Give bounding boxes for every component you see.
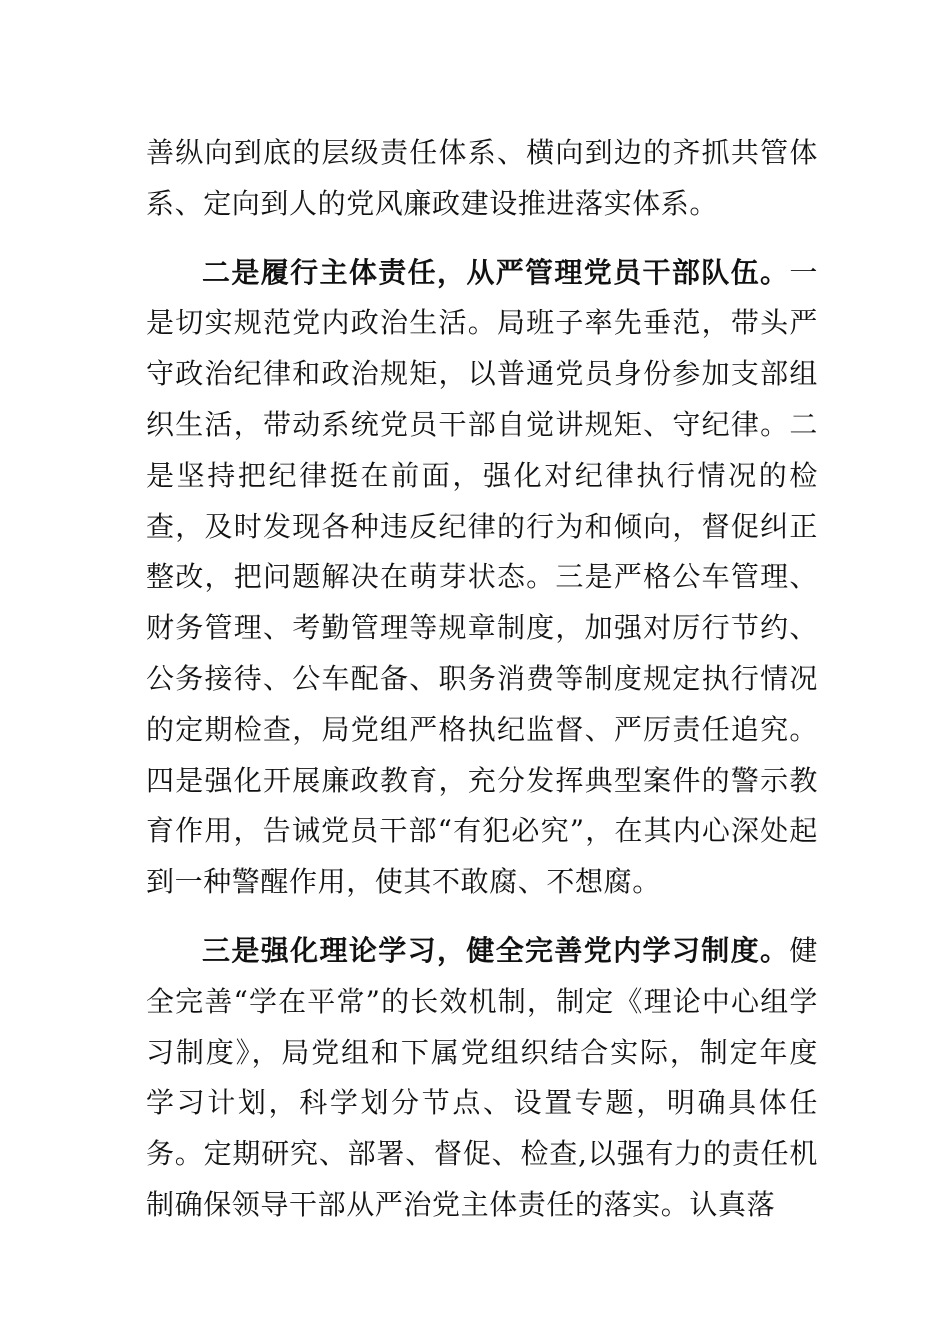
document-page <box>146 128 818 1231</box>
paragraph-1-body: 善纵向到底的层级责任体系、横向到边的齐抓共管体系、定向到人的党风廉政建设推进落实体系。 <box>146 136 818 220</box>
paragraph-section-three <box>146 926 818 1231</box>
paragraph-3-body: 健全完善“学在平常”的长效机制，制定《理论中心组学习制度》，局党组和下属党组织结合实际，制定年度学习计划，科学划分节点、设置专题，明确具体任务。定期研究、部署、督促、检查,以强有力的责任机制确保领导干部从严治党主体责任的落实。认真落 <box>146 933 818 1221</box>
paragraph-3-heading: 三是强化理论学习，健全完善党内学习制度。 <box>202 933 790 967</box>
paragraph-continuation <box>146 128 818 230</box>
paragraph-2-heading: 二是履行主体责任，从严管理党员干部队伍。 <box>202 255 790 289</box>
paragraph-2-body: 一是切实规范党内政治生活。局班子率先垂范，带头严守政治纪律和政治规矩，以普通党员身份参加支部组织生活，带动系统党员干部自觉讲规矩、守纪律。二是坚持把纪律挺在前面，强化对纪律执行情况的检查，及时发现各种违反纪律的行为和倾向，督促纠正整改，把问题解决在萌芽状态。三是严格公车管理、财务管理、考勤管理等规章制度，加强对厉行节约、公务接待、公车配备、职务消费等制度规定执行情况的定期检查，局党组严格执纪监督、严厉责任追究。四是强化开展廉政教育，充分发挥典型案件的警示教育作用，告诫党员干部“有犯必究”，在其内心深处起到一种警醒作用，使其不敢腐、不想腐。 <box>146 255 818 899</box>
paragraph-section-two <box>146 248 818 908</box>
